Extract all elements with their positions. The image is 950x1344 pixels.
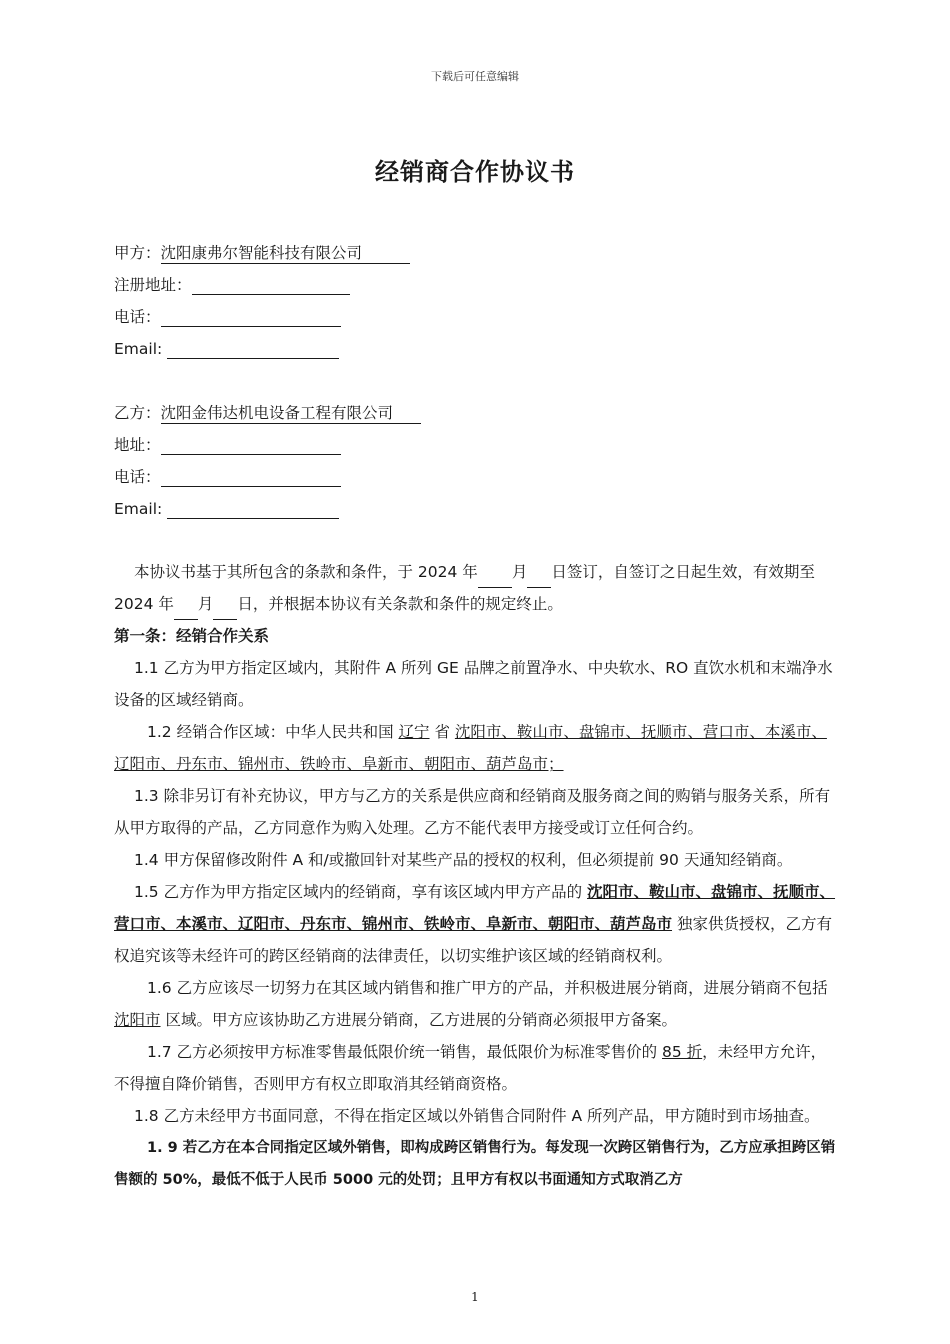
party-b-email-blank: [167, 500, 339, 519]
page-number: 1: [471, 1290, 479, 1304]
clause-1-2-cities: 沈阳市、鞍山市、盘锦市、抚顺市、营口市、本溪市、辽阳市、丹东市、锦州市、铁岭市、阜新市、朝阳市、葫芦岛市；: [114, 723, 827, 773]
clause-1-6-prefix: 1.6 乙方应该尽一切努力在其区域内销售和推广甲方的产品，并积极进展分销商，进展分销商不包括: [147, 979, 828, 997]
intro-text-2: 月: [511, 563, 528, 581]
document-title: 经销商合作协议书: [375, 158, 575, 186]
intro-text-3: 日签订，自签订之日起生效，有效期至 2024 年: [114, 563, 815, 613]
party-a-label: 甲方：: [114, 244, 161, 262]
intro-text-1: 本协议书基于其所包含的条款和条件，于 2024 年: [134, 563, 478, 581]
party-a-phone-row: [114, 307, 341, 327]
party-b-email-row: [114, 499, 339, 519]
clause-1-9: 1. 9 若乙方在本合同指定区域外销售，即构成跨区销售行为。每发现一次跨区销售行为，乙方应承担跨区销售额的 50%，最低不低于人民币 5000 元的处罚；且甲方有权以书面通知方式取消乙方: [114, 1140, 836, 1188]
clause-1-5: [114, 876, 838, 972]
party-b-phone-label: 电话：: [114, 468, 161, 486]
header-note: 下载后可任意编辑: [431, 70, 519, 83]
party-b-name: 沈阳金伟达机电设备工程有限公司: [161, 403, 422, 424]
intro-paragraph: [114, 556, 838, 620]
party-a-name-row: [114, 243, 410, 264]
clause-1-5-cities: 沈阳市、鞍山市、盘锦市、抚顺市、营口市、本溪市、辽阳市、丹东市、锦州市、铁岭市、阜新市、朝阳市、葫芦岛市: [114, 883, 836, 933]
party-a-address-label: 注册地址：: [114, 276, 192, 294]
clause-1-6-suffix: 区域。甲方应该协助乙方进展分销商，乙方进展的分销商必须报甲方备案。: [160, 1011, 677, 1029]
clause-1-7-suffix: ，未经甲方允许，不得擅自降价销售，否则甲方有权立即取消其经销商资格。: [114, 1043, 827, 1093]
intro-text-5: 日，并根据本协议有关条款和条件的规定终止。: [237, 595, 563, 613]
party-b-address-blank: [161, 436, 341, 455]
expire-month-blank: [174, 603, 198, 620]
party-b-name-row: [114, 403, 421, 424]
party-a-email-row: [114, 339, 339, 359]
clause-1-8: 1.8 乙方未经甲方书面同意，不得在指定区域以外销售合同附件 A 所列产品，甲方随时到市场抽查。: [134, 1107, 820, 1125]
clause-1-5-suffix: 独家供货授权，乙方有权追究该等未经许可的跨区经销商的法律责任，以切实维护该区域的经销商权利。: [114, 915, 832, 965]
clause-1-7: [114, 1036, 838, 1100]
sign-day-blank: [527, 571, 551, 588]
party-b-email-label: Email:: [114, 500, 163, 518]
clause-1-7-prefix: 1.7 乙方必须按甲方标准零售最低限价统一销售，最低限价为标准零售价的: [147, 1043, 663, 1061]
clause-1-5-prefix: 1.5 乙方作为甲方指定区域内的经销商，享有该区域内甲方产品的: [134, 883, 588, 901]
party-a-phone-blank: [161, 308, 341, 327]
clause-1-4: 1.4 甲方保留修改附件 A 和/或撤回针对某些产品的授权的权利，但必须提前 90 天通知经销商。: [134, 851, 793, 869]
clause-1-2: [114, 716, 838, 780]
clause-1-2-mid: 省: [429, 723, 455, 741]
article-1-heading: 第一条：经销合作关系: [114, 627, 270, 645]
party-a-name: 沈阳康弗尔智能科技有限公司: [161, 243, 411, 264]
intro-text-4: 月: [197, 595, 214, 613]
clause-1-7-discount: 85 折: [662, 1043, 703, 1061]
party-a-phone-label: 电话：: [114, 308, 161, 326]
party-a-address-row: [114, 275, 350, 295]
agreement-body: [114, 556, 838, 1196]
clause-1-2-prefix: 1.2 经销合作区域：中华人民共和国: [147, 723, 399, 741]
clause-1-6: [114, 972, 838, 1036]
clause-1-1: 1.1 乙方为甲方指定区域内，其附件 A 所列 GE 品牌之前置净水、中央软水、RO 直饮水机和末端净水设备的区域经销商。: [114, 659, 833, 709]
party-a-email-label: Email:: [114, 340, 163, 358]
expire-day-blank: [213, 603, 237, 620]
party-b-phone-blank: [161, 468, 341, 487]
party-b-address-row: [114, 435, 341, 455]
party-b-address-label: 地址：: [114, 436, 161, 454]
clause-1-6-city: 沈阳市: [114, 1011, 161, 1029]
clause-1-3: 1.3 除非另订有补充协议，甲方与乙方的关系是供应商和经销商及服务商之间的购销与服务关系，所有从甲方取得的产品，乙方同意作为购入处理。乙方不能代表甲方接受或订立任何合约。: [114, 787, 831, 837]
sign-month-blank: [478, 571, 512, 588]
party-b-phone-row: [114, 467, 341, 487]
party-b-label: 乙方：: [114, 404, 161, 422]
clause-1-2-province: 辽宁: [398, 723, 430, 741]
party-a-email-blank: [167, 340, 339, 359]
party-a-address-blank: [192, 276, 350, 295]
